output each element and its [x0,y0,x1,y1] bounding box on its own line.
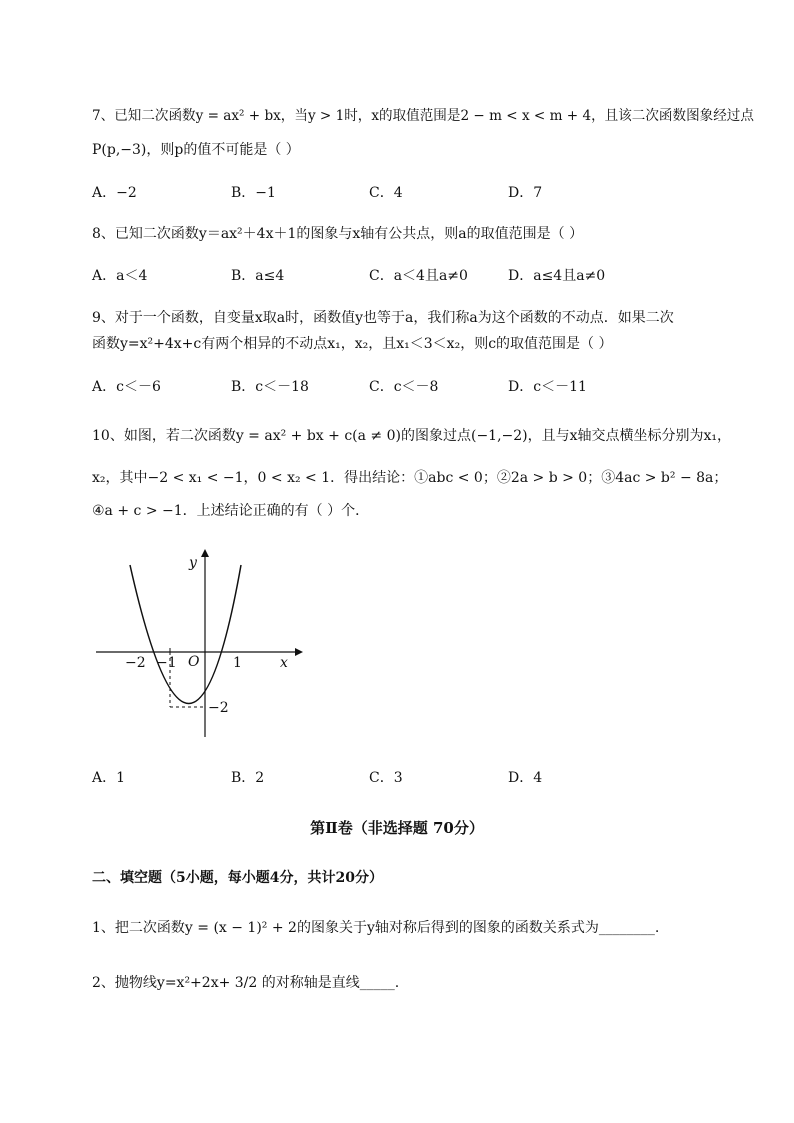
q7-option-d[interactable]: D．7 [508,185,543,201]
q9-option-c[interactable]: C．c＜－8 [369,379,439,395]
q10-option-b[interactable]: B．2 [231,770,265,786]
q7-line-1: 7、已知二次函数y = ax² + bx，当y > 1时，x的取值范围是2 − m < x < m + 4，且该二次函数图象经过点 [92,108,754,124]
point-label-minus-2: −2 [208,700,229,716]
q8-line-1: 8、已知二次函数y＝ax²＋4x＋1的图象与x轴有公共点，则a的取值范围是（ ） [92,226,584,242]
q8-option-d[interactable]: D．a≤4且a≠0 [508,268,606,284]
q8-option-b[interactable]: B．a≤4 [231,268,285,284]
q7-option-a[interactable]: A．−2 [92,185,137,201]
q7-line-2: P(p,−3)，则p的值不可能是（ ） [92,142,300,158]
fill-question-1: 1、把二次函数y = (x − 1)² + 2的图象关于y轴对称后得到的图象的函数关系式为________. [92,920,660,936]
tick-label-minus-1: −1 [156,655,177,671]
q7-options [92,183,712,203]
q9-option-d[interactable]: D．c＜－11 [508,379,587,395]
parabola-curve [130,565,241,704]
tick-label-minus-2: −2 [125,655,146,671]
y-axis-label: y [189,555,197,571]
q8-option-c[interactable]: C．a＜4且a≠0 [369,268,468,284]
q10-options [92,768,712,788]
tick-label-1: 1 [233,655,242,671]
q7-option-b[interactable]: B．−1 [231,185,276,201]
q10-option-c[interactable]: C．3 [369,770,403,786]
q8-option-a[interactable]: A．a＜4 [92,268,148,284]
fill-question-2: 2、抛物线y=x²+2x+ 3/2 的对称轴是直线_____. [92,975,400,991]
q10-option-d[interactable]: D．4 [508,770,543,786]
q9-line-2: 函数y=x²+4x+c有两个相异的不动点x₁，x₂，且x₁＜3＜x₂，则c的取值范围是（ ） [92,336,613,352]
q9-option-a[interactable]: A．c＜－6 [92,379,161,395]
q10-line-2: x₂，其中−2 < x₁ < −1，0 < x₂ < 1．得出结论：①abc < 0；②2a > b > 0；③4ac > b² − 8a； [92,470,728,486]
q10-line-3: ④a + c > −1．上述结论正确的有（ ）个． [92,503,370,519]
q8-options [92,266,712,286]
q9-line-1: 9、对于一个函数，自变量x取a时，函数值y也等于a，我们称a为这个函数的不动点．如果二次 [92,310,674,326]
q9-options [92,377,712,397]
fill-blank-part-title: 二、填空题（5小题，每小题4分，共计20分） [92,870,383,886]
origin-label: O [188,654,200,670]
q10-line-1: 10、如图，若二次函数y = ax² + bx + c(a ≠ 0)的图象过点(−1,−2)，且与x轴交点横坐标分别为x₁， [92,428,732,444]
q10-option-a[interactable]: A．1 [92,770,126,786]
q9-option-b[interactable]: B．c＜－18 [231,379,309,395]
x-axis-label: x [280,655,288,671]
q7-option-c[interactable]: C．4 [369,185,403,201]
section-2-title: 第Ⅱ卷（非选择题 70分） [310,819,484,837]
parabola-figure [90,545,310,745]
